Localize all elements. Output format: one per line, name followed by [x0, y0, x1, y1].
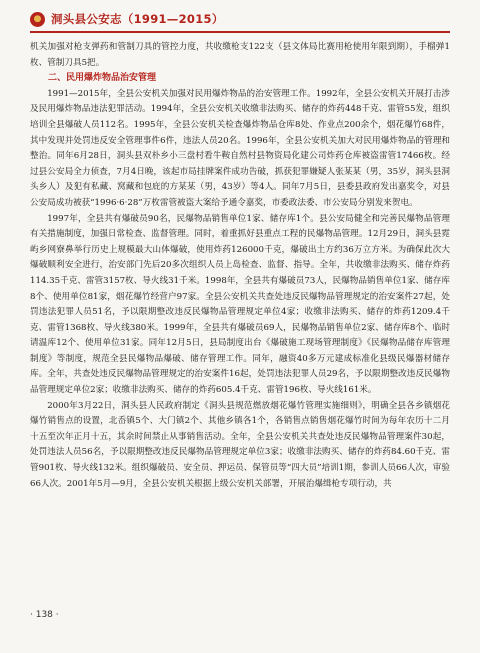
header-divider	[30, 31, 450, 33]
page-body	[30, 40, 450, 492]
section-heading: 二、民用爆炸物品治安管理	[48, 73, 157, 84]
paragraph: 1997年，全县共有爆破员90名，民爆物品销售单位1家、储存库1个。县公安局健全和完善民爆物品管理有关措施制度，加强日常检查、监督管理。同时，着重抓好县重点工程的民爆物品管理。12月29日，洞头县霓屿乡网寮鼻举行历史上规模最大山体爆破，使用炸药126000千克，爆破出土方约36万立方米。为确保此次大爆破顺利安全进行，治安部门先后20多次组织人员上岛检查、监督、指导。全年，共收缴非法购买、储存炸药114.35千克、雷管3157枚、导火线31千米。1998年，全县共有爆破员73人，民爆物品销售单位1家、储存库8个、使用单位81家，烟花爆竹经营户97家。全县公安机关共查处违反民爆物品管理规定的治安案件27起，处罚违法犯罪人员51名，予以限期整改违反民爆物品管理规定单位4家；收缴非法购买、储存的炸药1209.4千克、雷管1368枚、导火线380米。1999年，全县共有爆破员69人，民爆物品销售单位2家、储存库8个、临时请温库12个、使用单位31家。同年12月5日，县局制度出台《爆破施工现场管理制度》《民爆物品储存库管理制度》等制度，规范全县民爆物品爆破、储存管理工作。同年，融资40多万元建成标准化县级民爆器材储存库。全年，共查处违反民爆物品管理规定的治安案件16起，处罚违法犯罪人员29名，予以限期整改违反民爆物品管理规定单位2家；收缴非法购买、储存的炸药605.4千克、雷管196枚、导火线161米。	[30, 213, 450, 396]
running-header	[30, 8, 450, 30]
paragraph: 机关加强对枪支弹药和管制刀具的管控力度，共收缴枪支122支（县文体局比赛用枪使用年限到期），手榴弹1枚、管制刀具5把。	[30, 42, 450, 68]
police-emblem-icon	[30, 12, 45, 27]
page-number: · 138 ·	[30, 610, 59, 620]
paragraph: 2000年3月22日，洞头县人民政府制定《洞头县规范燃放烟花爆竹管理实施细则》，明确全县各乡镇烟花爆竹销售点的设置，北岙镇5个、大门镇2个、其他乡镇各1个，各销售点销售烟花爆竹时间为每年农历十二月十五至次年正月十五，其余时间禁止从事销售活动。全年，全县公安机关共查处违反民爆物品管理案件30起，处罚违法人员56名，予以限期整改违反民爆物品管理规定单位3家；收缴非法购买、储存的炸药84.60千克、雷管901枚、导火线132米。组织爆破员、安全员、押运员、保管员等“四大员”培训1期，参训人员66人次，审验66人次。2001年5月—9月，全县公安机关根据上级公安机关部署，开展治爆缉枪专项行动，共	[30, 400, 450, 489]
book-title: 洞头县公安志（1991—2015）	[51, 12, 224, 26]
paragraph: 1991—2015年，全县公安机关加强对民用爆炸物品的治安管理工作。1992年，全县公安机关开展打击涉及民用爆炸物品违法犯罪活动。1994年，全县公安机关收缴非法购买、储存的炸药448千克、雷管55发，组织培训全县爆破人员112名。1995年，全县公安机关检查爆炸物品仓库8处、作业点200余个，烟花爆竹68件，其中发现并处罚违反安全管理事件6件，违法人员20名。1996年，全县公安机关加大对民用爆炸物品的管理和整治。同年6月28日，洞头县双朴乡小三盘村看牛鞍自然村县物资局化建公司炸药仓库被盗雷管17466枚。经过县公安局全力侦查，7月4日晚，该起市局挂牌案件成功告破，抓获犯罪嫌疑人张某某（男，35岁，洞头县洞头乡人）及犯有私藏、窝藏和包庇的方某某（男，43岁）等4人。同年7月5日，县委县政府发出嘉奖令，对县公安局成功被获“1996·6·28”万枚雷管被盗大案给予通令嘉奖，市委政法委、市公安局分别发来贺电。	[30, 88, 450, 208]
